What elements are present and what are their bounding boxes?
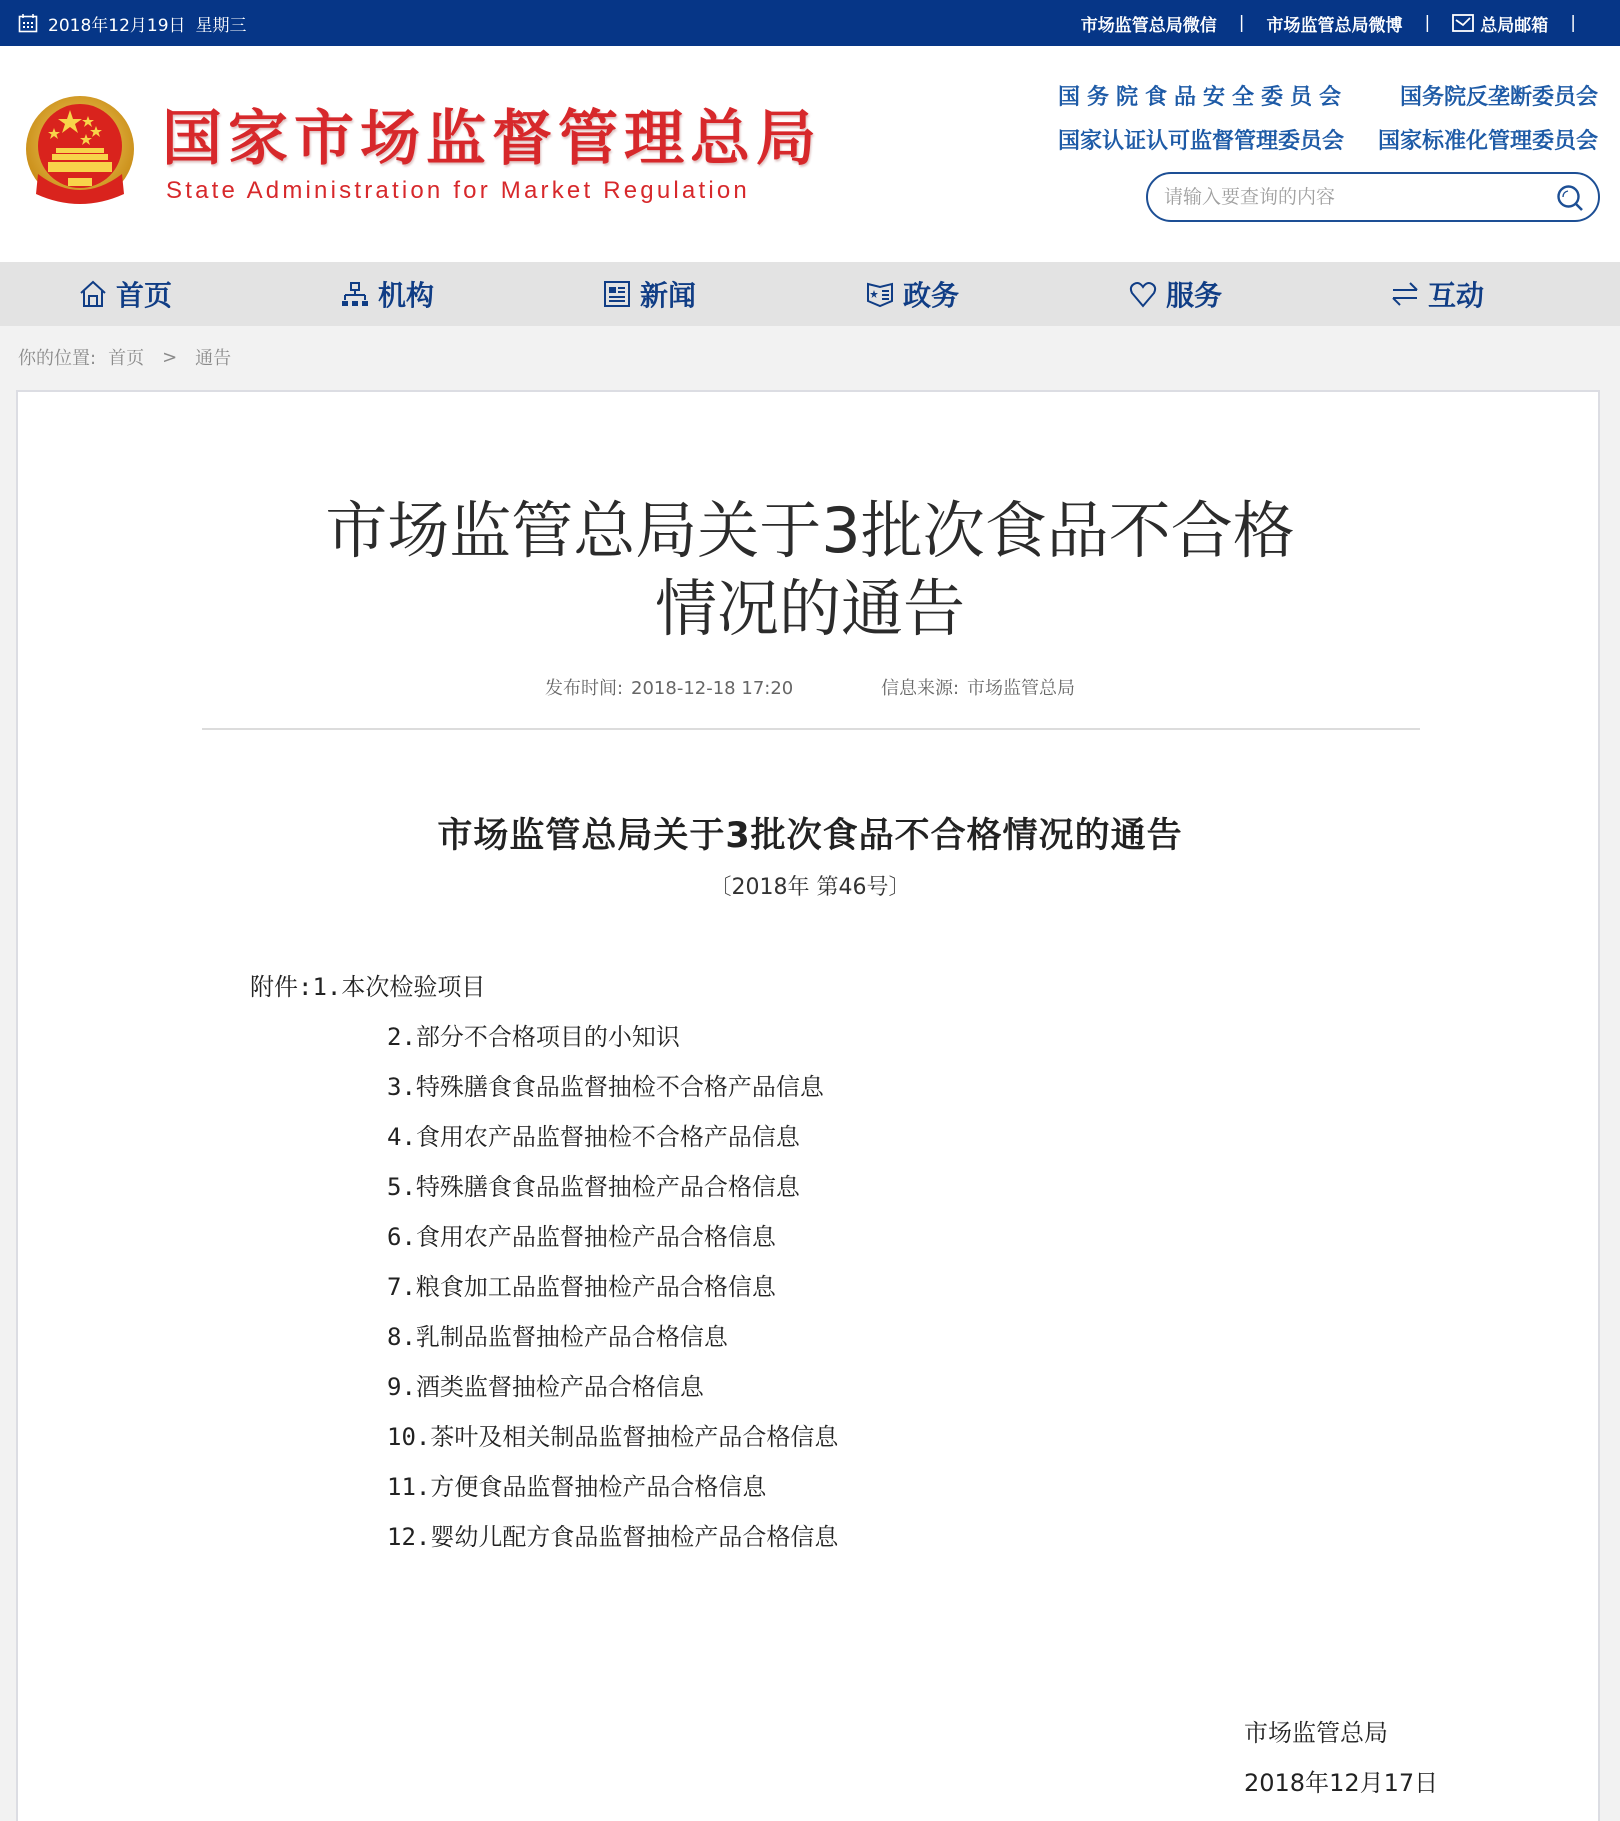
- document-title: 市场监管总局关于3批次食品不合格情况的通告: [437, 816, 1183, 856]
- nav-item-label: 机构: [378, 279, 435, 312]
- breadcrumb-notices-link[interactable]: 通告: [195, 348, 232, 369]
- calendar-icon: [18, 13, 38, 33]
- attachment-item[interactable]: 4.食用农产品监督抽检不合格产品信息: [387, 1123, 800, 1151]
- nav-item-label: 首页: [116, 279, 173, 312]
- attachment-item[interactable]: 2.部分不合格项目的小知识: [387, 1023, 680, 1051]
- article-title: [18, 492, 1602, 648]
- mailbox-link[interactable]: [1452, 11, 1548, 36]
- separator: |: [1570, 13, 1576, 33]
- source-info: [881, 678, 1075, 699]
- divider: [202, 728, 1420, 730]
- government-affairs-icon: [865, 279, 895, 309]
- search-input[interactable]: [1164, 186, 1544, 208]
- attachment-item[interactable]: 3.特殊膳食食品监督抽检不合格产品信息: [387, 1073, 824, 1101]
- committee-row: [1058, 120, 1598, 164]
- publish-time: 2018-12-18 17:20: [631, 678, 794, 699]
- committee-links: [1058, 76, 1598, 164]
- attachments-label: 附件:: [250, 973, 313, 1001]
- article-title-line: 情况的通告: [654, 572, 965, 645]
- signature-block: [1244, 1708, 1438, 1808]
- nav-item-home[interactable]: [78, 262, 172, 326]
- signature-org: 市场监管总局: [1244, 1719, 1388, 1747]
- nav-item-organization[interactable]: [340, 262, 434, 326]
- breadcrumb: [18, 344, 231, 370]
- article-card: [16, 390, 1600, 1821]
- main-nav: [0, 262, 1620, 326]
- attachment-item[interactable]: 9.酒类监督抽检产品合格信息: [387, 1373, 704, 1401]
- top-bar: [0, 0, 1620, 46]
- current-date: [18, 0, 247, 46]
- breadcrumb-home-link[interactable]: 首页: [108, 348, 145, 369]
- publish-info: [545, 678, 793, 699]
- source-label: 信息来源:: [880, 678, 960, 699]
- news-icon: [602, 279, 632, 309]
- committee-row: [1058, 76, 1598, 120]
- chevron-right-icon: >: [162, 346, 178, 368]
- committee-link-standardization[interactable]: 国家标准化管理委员会: [1377, 129, 1598, 154]
- mailbox-link-label: 总局邮箱: [1480, 15, 1549, 36]
- home-icon: [78, 279, 108, 309]
- nav-item-label: 新闻: [640, 279, 697, 312]
- org-chart-icon: [340, 279, 370, 309]
- separator: |: [1238, 13, 1245, 33]
- article-meta: [18, 674, 1602, 700]
- date-text: 2018年12月19日: [48, 15, 186, 36]
- attachment-item[interactable]: 8.乳制品监督抽检产品合格信息: [387, 1323, 728, 1351]
- nav-item-label: 政务: [903, 279, 960, 312]
- attachment-item[interactable]: 10.茶叶及相关制品监督抽检产品合格信息: [387, 1423, 839, 1451]
- committee-link-certification[interactable]: 国家认证认可监督管理委员会: [1058, 129, 1345, 154]
- attachment-item[interactable]: [250, 962, 838, 1012]
- attachment-item[interactable]: 12.婴幼儿配方食品监督抽检产品合格信息: [387, 1523, 839, 1551]
- nav-item-label: 服务: [1166, 279, 1223, 312]
- committee-link-antimonopoly[interactable]: 国务院反垄断委员会: [1399, 85, 1598, 110]
- top-links: [1081, 0, 1598, 46]
- heart-icon: [1128, 279, 1158, 309]
- committee-link-food-safety[interactable]: 国务院食品安全委员会: [1058, 85, 1349, 110]
- weibo-link-label: 市场监管总局微博: [1266, 15, 1403, 36]
- national-emblem-logo[interactable]: [24, 94, 136, 210]
- weibo-link[interactable]: [1267, 11, 1403, 36]
- article-title-line: 市场监管总局关于3批次食品不合格: [325, 494, 1295, 567]
- search-icon[interactable]: [1556, 184, 1584, 212]
- wechat-link[interactable]: [1081, 11, 1217, 36]
- wechat-link-label: 市场监管总局微信: [1080, 15, 1217, 36]
- source-value: 市场监管总局: [967, 678, 1076, 699]
- search-box: [1146, 172, 1600, 222]
- weekday-text: 星期三: [195, 15, 247, 36]
- site-title-en: State Administration for Market Regulation: [166, 177, 750, 204]
- signature-date: 2018年12月17日: [1244, 1769, 1439, 1797]
- publish-label: 发布时间:: [544, 678, 624, 699]
- site-header: [0, 46, 1620, 262]
- attachments-list: [250, 962, 838, 1562]
- nav-item-label: 互动: [1428, 279, 1485, 312]
- separator: |: [1424, 13, 1431, 33]
- attachment-item[interactable]: 6.食用农产品监督抽检产品合格信息: [387, 1223, 776, 1251]
- mail-icon: [1452, 14, 1474, 32]
- nav-item-government-affairs[interactable]: [865, 262, 959, 326]
- document-number: 〔2018年 第46号〕: [709, 875, 911, 900]
- breadcrumb-prefix: 你的位置:: [18, 348, 97, 369]
- attachment-item[interactable]: 7.粮食加工品监督抽检产品合格信息: [387, 1273, 776, 1301]
- attachment-item[interactable]: 11.方便食品监督抽检产品合格信息: [387, 1473, 767, 1501]
- exchange-arrows-icon: [1390, 279, 1420, 309]
- nav-item-news[interactable]: [602, 262, 696, 326]
- nav-item-services[interactable]: [1128, 262, 1222, 326]
- attachment-item[interactable]: 5.特殊膳食食品监督抽检产品合格信息: [387, 1173, 800, 1201]
- attachment-label: 1.本次检验项目: [312, 973, 486, 1001]
- nav-item-interaction[interactable]: [1390, 262, 1484, 326]
- site-title-cn[interactable]: 国家市场监督管理总局: [162, 104, 822, 174]
